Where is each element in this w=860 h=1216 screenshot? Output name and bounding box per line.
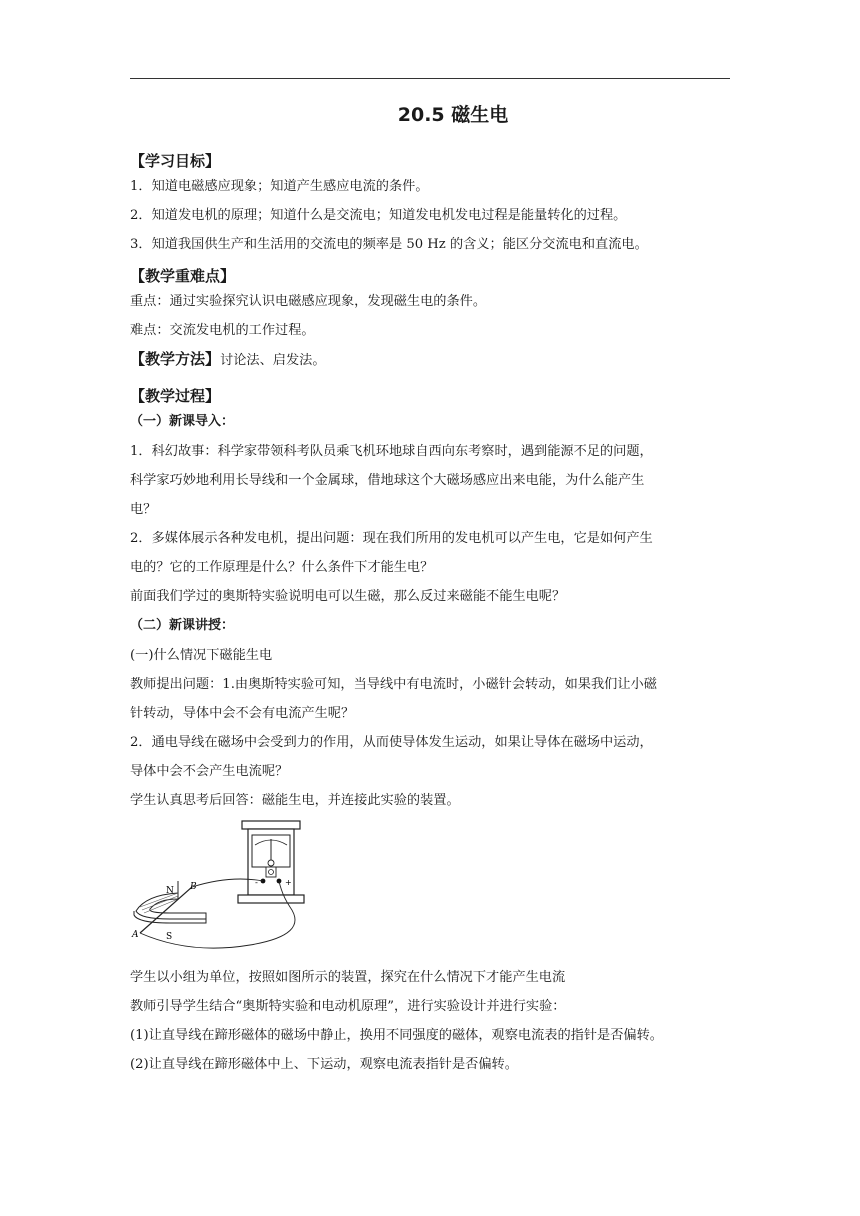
intro-para: 前面我们学过的奥斯特实验说明电可以生磁，那么反过来磁能不能生电呢？ [130, 589, 566, 604]
intro-para: 1．科幻故事：科学家带领科考队员乘飞机环地球自西向东考察时，遇到能源不足的问题， [130, 444, 653, 459]
intro-para: 电？ [130, 502, 157, 517]
header-rule [130, 78, 730, 79]
process-heading: 【教学过程】 [130, 387, 221, 405]
method-heading: 【教学方法】 [130, 350, 221, 368]
lecture-para: 导体中会不会产生电流呢？ [130, 764, 289, 779]
lecture-heading: （二）新课讲授： [130, 618, 235, 633]
intro-para: 电的？它的工作原理是什么？什么条件下才能生电？ [130, 560, 434, 575]
lecture-para: 学生以小组为单位，按照如图所示的装置，探究在什么情况下才能产生电流 [130, 970, 566, 985]
experiment-apparatus-figure [130, 815, 320, 955]
lecture-para: 教师引导学生结合“奥斯特实验和电动机原理”，进行实验设计并进行实验： [130, 999, 566, 1014]
method-text: 讨论法、启发法。 [220, 353, 326, 368]
difficult-point: 难点：交流发电机的工作过程。 [130, 323, 315, 338]
lecture-subheading: (一)什么情况下磁能生电 [130, 648, 273, 663]
intro-para: 科学家巧妙地利用长导线和一个金属球，借地球这个大磁场感应出来电能，为什么能产生 [130, 473, 645, 488]
intro-para: 2．多媒体展示各种发电机，提出问题：现在我们所用的发电机可以产生电，它是如何产生 [130, 531, 653, 546]
key-point: 重点：通过实验探究认识电磁感应现象，发现磁生电的条件。 [130, 294, 487, 309]
experiment-step: (2)让直导线在蹄形磁体中上、下运动，观察电流表指针是否偏转。 [130, 1057, 518, 1072]
north-pole-label: N [166, 886, 174, 896]
south-pole-label: S [166, 932, 173, 942]
experiment-step: (1)让直导线在蹄形磁体的磁场中静止，换用不同强度的磁体，观察电流表的指针是否偏转。 [130, 1028, 663, 1043]
goals-heading: 【学习目标】 [130, 152, 221, 170]
goal-item: 3．知道我国供生产和生活用的交流电的频率是 50 Hz 的含义；能区分交流电和直流电。 [130, 237, 648, 252]
intro-heading: （一）新课导入： [130, 414, 235, 429]
keypoints-heading: 【教学重难点】 [130, 267, 236, 285]
point-b-label: B [190, 882, 197, 892]
minus-terminal-label: - [255, 878, 258, 887]
goal-item: 1．知道电磁感应现象；知道产生感应电流的条件。 [130, 179, 429, 194]
lecture-para: 针转动，导体中会不会有电流产生呢？ [130, 706, 355, 721]
lecture-para: 学生认真思考后回答：磁能生电，并连接此实验的装置。 [130, 793, 460, 808]
plus-terminal-label: + [285, 878, 292, 887]
point-a-label: A [132, 930, 139, 940]
page-title: 20.5 磁生电 [397, 104, 509, 126]
document-body [130, 102, 734, 1079]
lecture-para: 教师提出问题：1.由奥斯特实验可知，当导线中有电流时，小磁针会转动，如果我们让小磁 [130, 677, 657, 692]
method-line [130, 345, 734, 375]
goal-item: 2．知道发电机的原理；知道什么是交流电；知道发电机发电过程是能量转化的过程。 [130, 208, 627, 223]
lecture-para: 2．通电导线在磁场中会受到力的作用，从而使导体发生运动，如果让导体在磁场中运动， [130, 735, 653, 750]
